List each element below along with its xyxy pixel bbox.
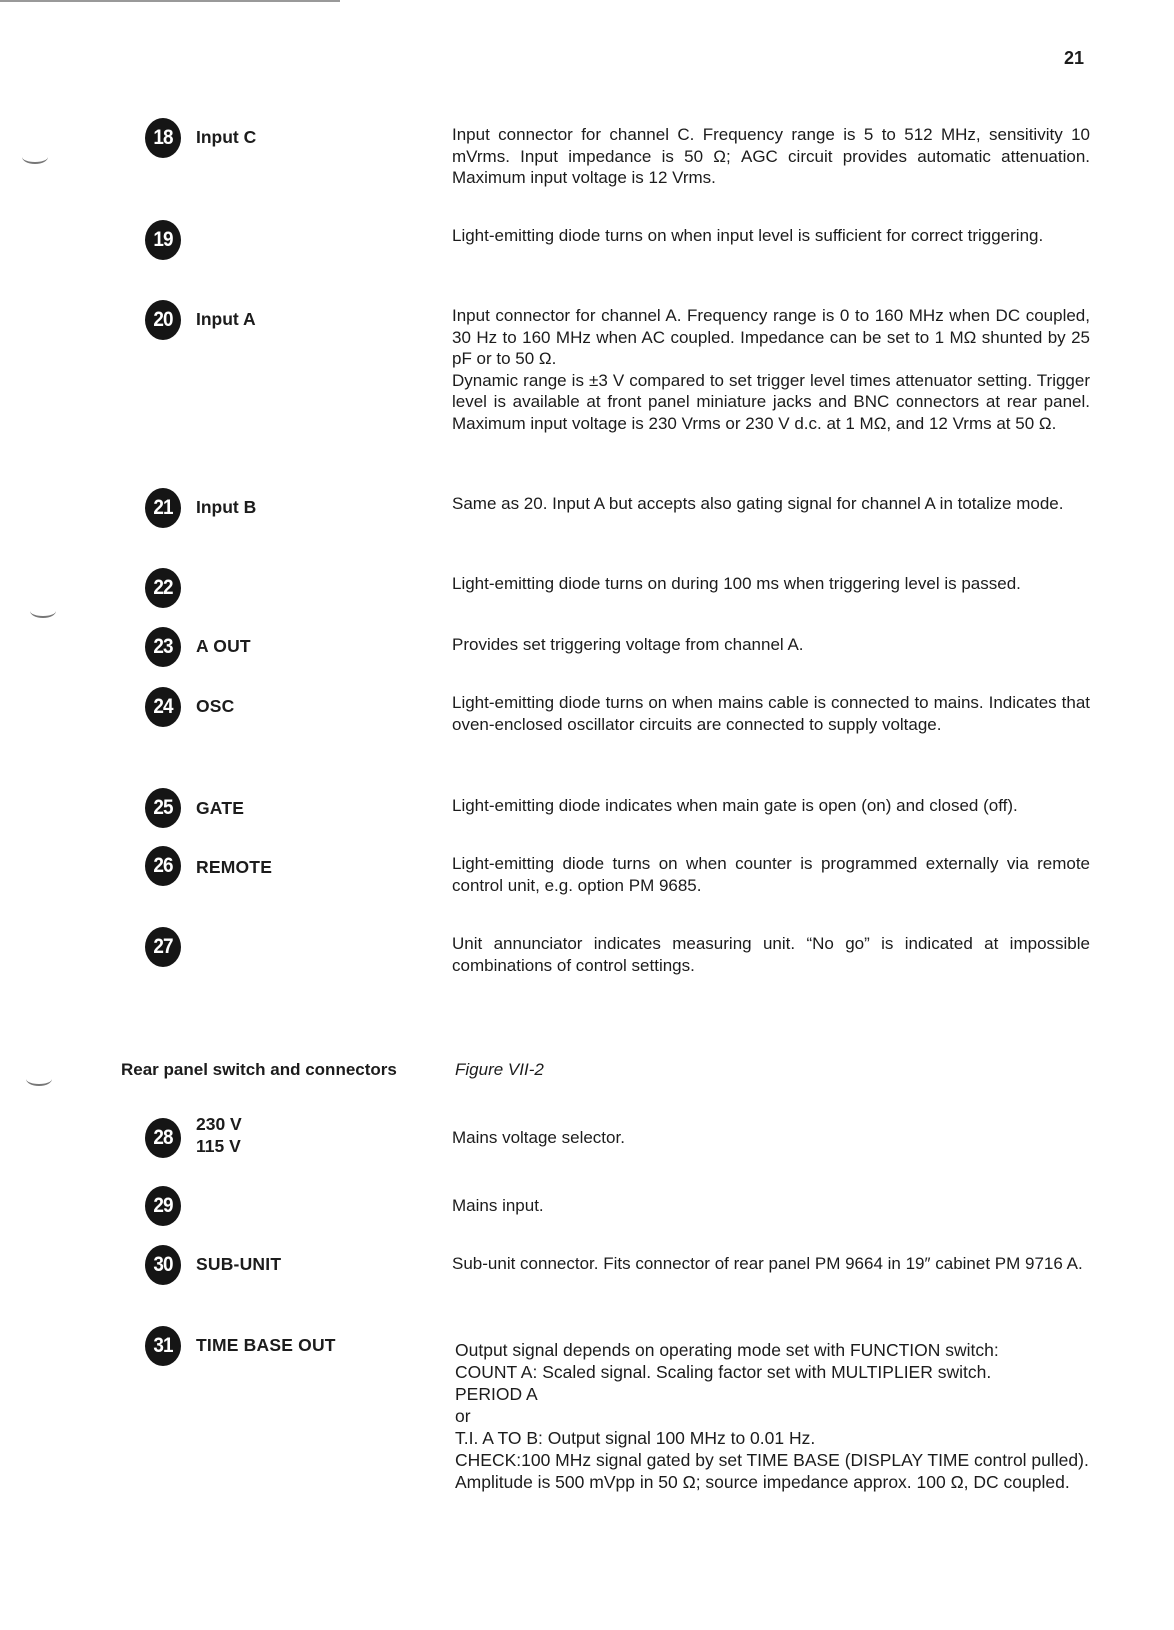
item-description: Same as 20. Input A but accepts also gating signal for channel A in totalize mode.	[452, 494, 1064, 513]
item-description: Light-emitting diode indicates when main gate is open (on) and closed (off).	[452, 796, 1018, 815]
item-description-paragraph: Dynamic range is ±3 V compared to set trigger level times attenuator setting. Trigger level is available at front panel miniature jacks and BNC connectors at rear panel. Maximum input voltage is 230 Vrms or 230 V d.c. at 1 MΩ, and 12 Vrms at 50 Ω.	[452, 370, 1090, 433]
section-heading-rear-panel: Rear panel switch and connectors	[121, 1060, 397, 1079]
item-description: Light-emitting diode turns on when counter is programmed externally via remote control unit, e.g. option PM 9685.	[452, 854, 1090, 895]
item-label-line: 115 V	[196, 1136, 241, 1156]
tb-check-key: CHECK:	[455, 1450, 522, 1470]
item-number-badge: 30	[145, 1245, 181, 1285]
scan-edge-mark	[30, 604, 56, 618]
item-number-badge: 24	[145, 687, 181, 727]
tb-line: T.I. A TO B: Output signal 100 MHz to 0.01 Hz.	[455, 1428, 816, 1448]
item-description-paragraph: Input connector for channel A. Frequency range is 0 to 160 MHz when DC coupled, 30 Hz to 160 MHz when AC coupled. Impedance can be set to 1 MΩ shunted by 25 pF or to 50 Ω.	[452, 306, 1090, 368]
scan-edge-mark	[22, 150, 48, 164]
item-label-sub-unit: SUB-UNIT	[196, 1254, 282, 1274]
tb-line: PERIOD A	[455, 1384, 538, 1404]
tb-line: Amplitude is 500 mVpp in 50 Ω; source impedance approx. 100 Ω, DC coupled.	[455, 1472, 1070, 1492]
page-number: 21	[1064, 48, 1085, 68]
tb-check-row	[455, 1449, 1091, 1471]
item-number-badge: 22	[145, 568, 181, 608]
item-number-badge: 25	[145, 788, 181, 828]
item-label-input-c: Input C	[196, 127, 257, 147]
item-label-a-out: A OUT	[196, 636, 251, 656]
tb-check-value: 100 MHz signal gated by set TIME BASE (DISPLAY TIME control pulled).	[521, 1450, 1089, 1470]
item-number-badge: 28	[145, 1118, 181, 1158]
tb-line: Output signal depends on operating mode set with FUNCTION switch:	[455, 1340, 999, 1360]
item-description: Light-emitting diode turns on during 100 ms when triggering level is passed.	[452, 574, 1021, 593]
scan-top-rule	[0, 0, 340, 2]
item-number-badge: 21	[145, 488, 181, 528]
item-number-badge: 23	[145, 627, 181, 667]
figure-reference: Figure VII-2	[455, 1060, 544, 1079]
item-description: Light-emitting diode turns on when input level is sufficient for correct triggering.	[452, 226, 1044, 245]
item-number-badge: 20	[145, 300, 181, 340]
item-label-voltage	[196, 1113, 242, 1157]
item-number-badge: 31	[145, 1326, 181, 1366]
scan-edge-mark	[26, 1072, 52, 1086]
item-description: Light-emitting diode turns on when mains cable is connected to mains. Indicates that oven-enclosed oscillator circuits are connected to supply voltage.	[452, 693, 1090, 734]
item-label-remote: REMOTE	[196, 857, 273, 877]
item-number-badge: 18	[145, 118, 181, 158]
time-base-out-description	[455, 1339, 1091, 1493]
item-description: Unit annunciator indicates measuring unit. “No go” is indicated at impossible combinations of control settings.	[452, 934, 1090, 975]
item-description: Sub-unit connector. Fits connector of rear panel PM 9664 in 19″ cabinet PM 9716 A.	[452, 1254, 1083, 1273]
item-label-input-b: Input B	[196, 497, 257, 517]
item-label-gate: GATE	[196, 798, 245, 818]
item-description: Provides set triggering voltage from channel A.	[452, 635, 804, 654]
item-description: Mains input.	[452, 1196, 544, 1215]
tb-line: or	[455, 1406, 471, 1426]
item-description: Mains voltage selector.	[452, 1128, 625, 1147]
item-description	[452, 305, 1090, 434]
item-label-input-a: Input A	[196, 309, 256, 329]
item-number-badge: 27	[145, 927, 181, 967]
item-label-line: 230 V	[196, 1114, 242, 1134]
item-label-osc: OSC	[196, 696, 235, 716]
item-label-time-base-out: TIME BASE OUT	[196, 1335, 336, 1355]
item-number-badge: 26	[145, 846, 181, 886]
tb-line: COUNT A: Scaled signal. Scaling factor set with MULTIPLIER switch.	[455, 1362, 992, 1382]
item-number-badge: 19	[145, 220, 181, 260]
item-description: Input connector for channel C. Frequency range is 5 to 512 MHz, sensitivity 10 mVrms. Input impedance is 50 Ω; AGC circuit provides automatic attenuation. Maximum input voltage is 12 Vrms.	[452, 125, 1090, 187]
item-number-badge: 29	[145, 1186, 181, 1226]
